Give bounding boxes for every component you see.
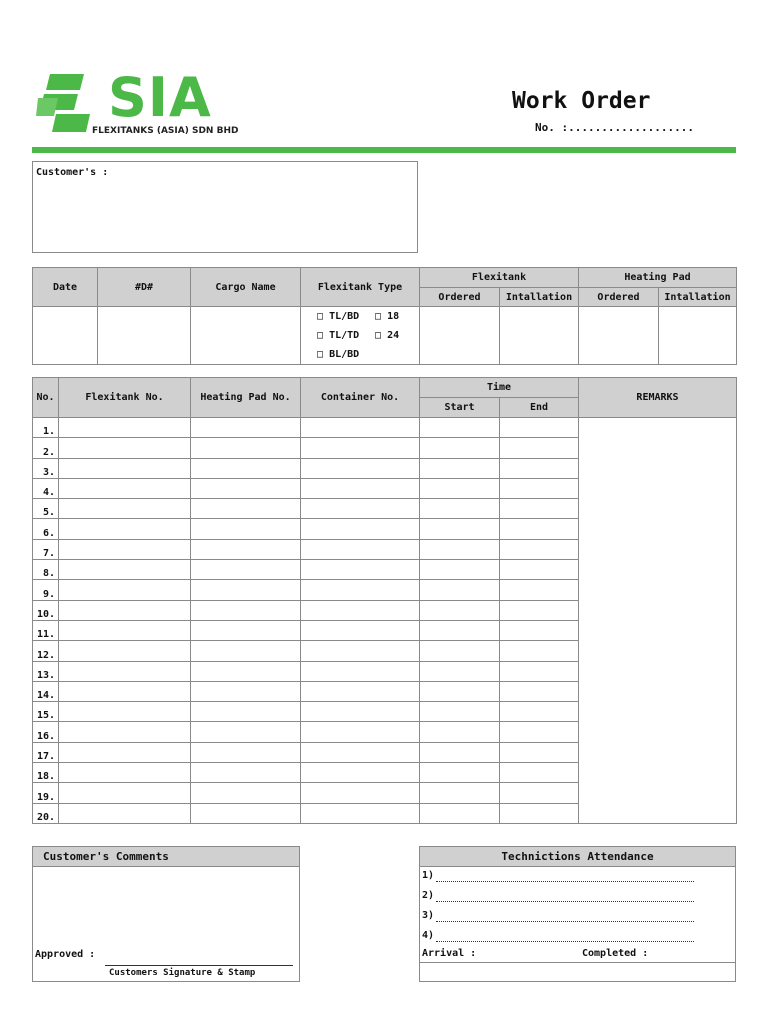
cargo-cell[interactable]	[191, 307, 301, 365]
heating-pad-ordered-header: Ordered	[579, 288, 659, 307]
heating-pad-no-cell[interactable]	[191, 702, 301, 722]
attendance-item-label: 3)	[422, 910, 435, 921]
end-header: End	[500, 398, 579, 418]
flexitank-ordered-header: Ordered	[420, 288, 500, 307]
flexitank-no-cell[interactable]	[59, 620, 191, 640]
container-no-cell[interactable]	[301, 722, 420, 742]
end-time-cell[interactable]	[500, 661, 579, 681]
row-number: 14.	[33, 681, 59, 701]
container-no-cell[interactable]	[301, 600, 420, 620]
approved-label: Approved :	[35, 949, 96, 960]
heating-pad-no-cell[interactable]	[191, 742, 301, 762]
flexitank-no-cell[interactable]	[59, 560, 191, 580]
heating-pad-no-cell[interactable]	[191, 641, 301, 661]
container-no-cell[interactable]	[301, 783, 420, 803]
heating-pad-no-cell[interactable]	[191, 722, 301, 742]
attendance-name-line[interactable]	[436, 890, 694, 902]
start-time-cell[interactable]	[420, 702, 500, 722]
header-divider	[32, 147, 736, 153]
flexitank-no-cell[interactable]	[59, 438, 191, 458]
heating-pad-no-cell[interactable]	[191, 458, 301, 478]
customer-comments-area[interactable]	[33, 867, 299, 947]
attendance-name-line[interactable]	[436, 870, 694, 882]
attendance-item	[422, 930, 694, 944]
end-time-cell[interactable]	[500, 418, 579, 438]
flexitank-no-cell[interactable]	[59, 681, 191, 701]
end-time-cell[interactable]	[500, 600, 579, 620]
start-time-cell[interactable]	[420, 722, 500, 742]
start-time-cell[interactable]	[420, 438, 500, 458]
signature-caption: Customers Signature & Stamp	[109, 968, 256, 978]
flexitank-header: Flexitank	[420, 268, 579, 288]
row-number: 3.	[33, 458, 59, 478]
end-time-cell[interactable]	[500, 580, 579, 600]
container-no-cell[interactable]	[301, 763, 420, 783]
container-no-cell[interactable]	[301, 742, 420, 762]
items-table	[32, 377, 737, 824]
end-time-cell[interactable]	[500, 539, 579, 559]
customer-comments-title: Customer's Comments	[33, 847, 299, 867]
flexitank-type-cell	[301, 307, 420, 365]
container-no-cell[interactable]	[301, 478, 420, 498]
heating-pad-no-cell[interactable]	[191, 681, 301, 701]
start-time-cell[interactable]	[420, 560, 500, 580]
end-time-cell[interactable]	[500, 702, 579, 722]
checkbox-tlbd[interactable]: □	[317, 311, 324, 322]
id-header: #D#	[98, 268, 191, 307]
flexitank-no-cell[interactable]	[59, 600, 191, 620]
container-no-cell[interactable]	[301, 519, 420, 539]
flexitank-no-cell[interactable]	[59, 418, 191, 438]
customer-box	[32, 161, 418, 253]
order-table	[32, 267, 737, 365]
attendance-name-line[interactable]	[436, 930, 694, 942]
signature-line[interactable]	[105, 965, 293, 966]
heating-pad-no-cell[interactable]	[191, 418, 301, 438]
row-number: 11.	[33, 620, 59, 640]
end-time-cell[interactable]	[500, 478, 579, 498]
date-header: Date	[33, 268, 98, 307]
end-time-cell[interactable]	[500, 641, 579, 661]
heating-pad-no-cell[interactable]	[191, 438, 301, 458]
option-blbd: BL/BD	[329, 349, 360, 360]
container-no-cell[interactable]	[301, 539, 420, 559]
row-number: 17.	[33, 742, 59, 762]
container-no-cell[interactable]	[301, 803, 420, 823]
heating-pad-no-cell[interactable]	[191, 783, 301, 803]
container-no-cell[interactable]	[301, 702, 420, 722]
heating-pad-ordered-cell[interactable]	[579, 307, 659, 365]
heating-pad-no-cell[interactable]	[191, 478, 301, 498]
container-no-cell[interactable]	[301, 458, 420, 478]
end-time-cell[interactable]	[500, 763, 579, 783]
completed-label: Completed :	[582, 948, 649, 959]
heating-pad-no-cell[interactable]	[191, 763, 301, 783]
row-number: 2.	[33, 438, 59, 458]
row-number: 4.	[33, 478, 59, 498]
row-number: 16.	[33, 722, 59, 742]
arrival-label: Arrival :	[422, 948, 477, 959]
row-number: 18.	[33, 763, 59, 783]
heating-pad-no-cell[interactable]	[191, 661, 301, 681]
heating-pad-no-header: Heating Pad No.	[191, 378, 301, 418]
flexitank-no-cell[interactable]	[59, 702, 191, 722]
row-number: 19.	[33, 783, 59, 803]
row-number: 8.	[33, 560, 59, 580]
container-no-cell[interactable]	[301, 641, 420, 661]
start-time-cell[interactable]	[420, 600, 500, 620]
container-no-header: Container No.	[301, 378, 420, 418]
attendance-item	[422, 910, 694, 924]
heating-pad-installation-cell[interactable]	[659, 307, 737, 365]
start-header: Start	[420, 398, 500, 418]
row-number: 13.	[33, 661, 59, 681]
row-number: 9.	[33, 580, 59, 600]
id-cell[interactable]	[98, 307, 191, 365]
end-time-cell[interactable]	[500, 742, 579, 762]
remarks-cell[interactable]	[579, 418, 737, 824]
flexitank-no-header: Flexitank No.	[59, 378, 191, 418]
time-header: Time	[420, 378, 579, 398]
logo-wordmark: SIA	[108, 66, 212, 129]
heating-pad-no-cell[interactable]	[191, 803, 301, 823]
no-header: No.	[33, 378, 59, 418]
container-no-cell[interactable]	[301, 681, 420, 701]
container-no-cell[interactable]	[301, 438, 420, 458]
start-time-cell[interactable]	[420, 742, 500, 762]
heating-pad-no-cell[interactable]	[191, 560, 301, 580]
work-order-number: No. :...................	[535, 121, 694, 134]
row-number: 5.	[33, 499, 59, 519]
start-time-cell[interactable]	[420, 661, 500, 681]
start-time-cell[interactable]	[420, 539, 500, 559]
flexitank-ordered-cell[interactable]	[420, 307, 500, 365]
start-time-cell[interactable]	[420, 763, 500, 783]
container-no-cell[interactable]	[301, 499, 420, 519]
option-24: 24	[387, 330, 400, 341]
remarks-header: REMARKS	[579, 378, 737, 418]
end-time-cell[interactable]	[500, 560, 579, 580]
end-time-cell[interactable]	[500, 681, 579, 701]
heating-pad-no-cell[interactable]	[191, 600, 301, 620]
option-tlbd: TL/BD	[329, 311, 360, 322]
end-time-cell[interactable]	[500, 519, 579, 539]
heating-pad-no-cell[interactable]	[191, 580, 301, 600]
checkbox-tltd[interactable]: □	[317, 330, 324, 341]
customer-label: Customer's :	[36, 167, 109, 178]
start-time-cell[interactable]	[420, 478, 500, 498]
flexitank-no-cell[interactable]	[59, 539, 191, 559]
flexitank-no-cell[interactable]	[59, 458, 191, 478]
option-tltd: TL/TD	[329, 330, 360, 341]
heating-pad-no-cell[interactable]	[191, 620, 301, 640]
attendance-item	[422, 870, 694, 884]
end-time-cell[interactable]	[500, 783, 579, 803]
attendance-title: Technictions Attendance	[420, 847, 735, 867]
heating-pad-no-cell[interactable]	[191, 539, 301, 559]
row-number: 10.	[33, 600, 59, 620]
heating-pad-no-cell[interactable]	[191, 519, 301, 539]
attendance-name-line[interactable]	[436, 910, 694, 922]
heating-pad-no-cell[interactable]	[191, 499, 301, 519]
start-time-cell[interactable]	[420, 641, 500, 661]
flexitank-type-header: Flexitank Type	[301, 268, 420, 307]
customer-comments-box	[32, 846, 300, 982]
flexitank-no-cell[interactable]	[59, 580, 191, 600]
container-no-cell[interactable]	[301, 661, 420, 681]
attendance-item	[422, 890, 694, 904]
start-time-cell[interactable]	[420, 580, 500, 600]
flexitank-no-cell[interactable]	[59, 783, 191, 803]
flexitank-installation-header: Intallation	[500, 288, 579, 307]
start-time-cell[interactable]	[420, 620, 500, 640]
flexitank-no-cell[interactable]	[59, 763, 191, 783]
attendance-item-label: 1)	[422, 870, 435, 881]
start-time-cell[interactable]	[420, 418, 500, 438]
page-title: Work Order	[512, 88, 651, 114]
flexitank-no-cell[interactable]	[59, 661, 191, 681]
flexitank-no-cell[interactable]	[59, 478, 191, 498]
start-time-cell[interactable]	[420, 681, 500, 701]
flexitank-no-cell[interactable]	[59, 641, 191, 661]
container-no-cell[interactable]	[301, 580, 420, 600]
attendance-box	[419, 846, 736, 982]
start-time-cell[interactable]	[420, 499, 500, 519]
end-time-cell[interactable]	[500, 803, 579, 823]
flexitank-no-cell[interactable]	[59, 722, 191, 742]
table-row	[33, 418, 737, 438]
checkbox-18[interactable]: □	[375, 311, 382, 322]
flexitank-no-cell[interactable]	[59, 803, 191, 823]
container-no-cell[interactable]	[301, 560, 420, 580]
date-cell[interactable]	[33, 307, 98, 365]
attendance-item-label: 2)	[422, 890, 435, 901]
cargo-header: Cargo Name	[191, 268, 301, 307]
start-time-cell[interactable]	[420, 519, 500, 539]
row-number: 7.	[33, 539, 59, 559]
start-time-cell[interactable]	[420, 803, 500, 823]
flexitank-no-cell[interactable]	[59, 519, 191, 539]
row-number: 20.	[33, 803, 59, 823]
end-time-cell[interactable]	[500, 722, 579, 742]
heating-pad-installation-header: Intallation	[659, 288, 737, 307]
end-time-cell[interactable]	[500, 458, 579, 478]
row-number: 15.	[33, 702, 59, 722]
company-logo	[36, 66, 239, 140]
attendance-bottom-divider	[420, 962, 735, 963]
flexitank-installation-cell[interactable]	[500, 307, 579, 365]
container-no-cell[interactable]	[301, 620, 420, 640]
company-name: FLEXITANKS (ASIA) SDN BHD	[92, 126, 239, 136]
end-time-cell[interactable]	[500, 499, 579, 519]
heating-pad-header: Heating Pad	[579, 268, 737, 288]
row-number: 6.	[33, 519, 59, 539]
end-time-cell[interactable]	[500, 620, 579, 640]
checkbox-24[interactable]: □	[375, 330, 382, 341]
end-time-cell[interactable]	[500, 438, 579, 458]
start-time-cell[interactable]	[420, 458, 500, 478]
flexitank-no-cell[interactable]	[59, 742, 191, 762]
attendance-item-label: 4)	[422, 930, 435, 941]
start-time-cell[interactable]	[420, 783, 500, 803]
container-no-cell[interactable]	[301, 418, 420, 438]
row-number: 1.	[33, 418, 59, 438]
option-18: 18	[387, 311, 400, 322]
flexitank-no-cell[interactable]	[59, 499, 191, 519]
checkbox-blbd[interactable]: □	[317, 349, 324, 360]
row-number: 12.	[33, 641, 59, 661]
